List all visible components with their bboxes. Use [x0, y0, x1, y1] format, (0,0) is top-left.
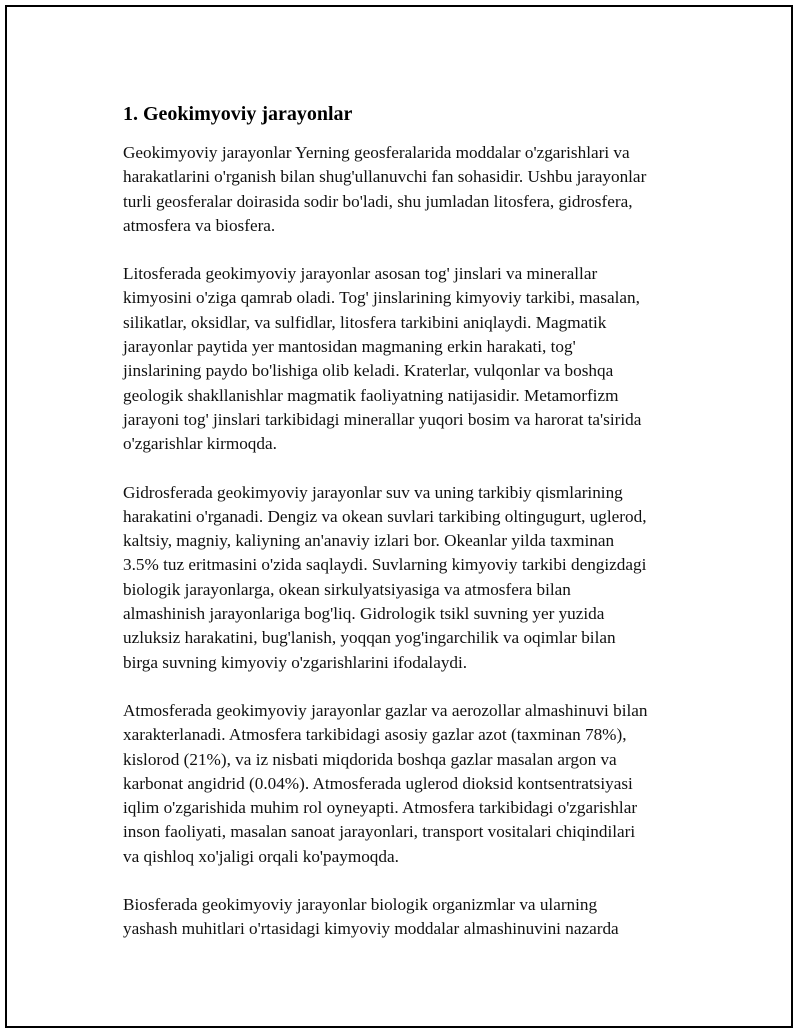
text-line: geologik shakllanishlar magmatik faoliyatning natijasidir. Metamorfizm: [123, 385, 619, 405]
text-line: Biosferada geokimyoviy jarayonlar biologik organizmlar va ularning: [123, 895, 598, 915]
text-line: jarayoni tog' jinslari tarkibidagi minerallar yuqori bosim va harorat ta'sirida: [123, 409, 642, 429]
page-frame: [5, 5, 793, 1028]
text-line: birga suvning kimyoviy o'zgarishlarini ifodalaydi.: [123, 652, 468, 672]
text-line: Litosferada geokimyoviy jarayonlar asosan tog' jinslari va minerallar: [123, 264, 598, 284]
paragraph-intro: [123, 141, 698, 238]
text-line: Geokimyoviy jarayonlar Yerning geosferalarida moddalar o'zgarishlari va: [123, 143, 630, 162]
text-line: jinslarining paydo bo'lishiga olib keladi. Kraterlar, vulqonlar va boshqa: [123, 361, 614, 381]
text-line: Atmosferada geokimyoviy jarayonlar gazlar va aerozollar almashinuvi bilan: [123, 700, 648, 720]
text-line: jarayonlar paytida yer mantosidan magmaning erkin harakati, tog': [123, 337, 576, 357]
text-line: va qishloq xo'jaligi orqali ko'paymoqda.: [123, 846, 399, 866]
text-line: almashinish jarayonlariga bog'liq. Gidrologik tsikl suvning yer yuzida: [123, 604, 605, 624]
text-line: biologik jarayonlarga, okean sirkulyatsiyasiga va atmosfera bilan: [123, 579, 571, 599]
text-line: Gidrosferada geokimyoviy jarayonlar suv va uning tarkibiy qismlarining: [123, 482, 623, 502]
text-line: yashash muhitlari o'rtasidagi kimyoviy moddalar almashinuvini nazarda: [123, 919, 619, 939]
text-line: iqlim o'zgarishida muhim rol oyneyapti. Atmosfera tarkibidagi o'zgarishlar: [123, 798, 638, 818]
section-heading: 1. Geokimyoviy jarayonlar: [123, 103, 353, 125]
text-line: silikatlar, oksidlar, va sulfidlar, litosfera tarkibini aniqlaydi. Magmatik: [123, 312, 607, 332]
document-content: [123, 101, 698, 966]
paragraph-atmosphere: [123, 699, 698, 869]
text-line: kaltsiy, magniy, kaliyning an'anaviy izlari bor. Okeanlar yilda taxminan: [123, 531, 615, 551]
text-line: atmosfera va biosfera.: [123, 215, 276, 235]
text-line: inson faoliyati, masalan sanoat jarayonlari, transport vositalari chiqindilari: [123, 822, 636, 842]
text-line: harakatlarini o'rganish bilan shug'ullanuvchi fan sohasidir. Ushbu jarayonlar: [123, 167, 647, 187]
paragraph-biosphere: [123, 893, 698, 942]
text-line: kimyosini o'ziga qamrab oladi. Tog' jinslarining kimyoviy tarkibi, masalan,: [123, 288, 640, 308]
text-line: xarakterlanadi. Atmosfera tarkibidagi asosiy gazlar azot (taxminan 78%),: [123, 725, 627, 745]
text-line: turli geosferalar doirasida sodir bo'ladi, shu jumladan litosfera, gidrosfera,: [123, 191, 633, 211]
text-line: 3.5% tuz eritmasini o'zida saqlaydi. Suvlarning kimyoviy tarkibi dengizdagi: [123, 555, 647, 575]
text-line: o'zgarishlar kirmoqda.: [123, 434, 277, 454]
text-line: uzluksiz harakatini, bug'lanish, yoqqan yog'ingarchilik va oqimlar bilan: [123, 628, 616, 648]
text-line: kislorod (21%), va iz nisbati miqdorida boshqa gazlar masalan argon va: [123, 749, 617, 769]
paragraph-lithosphere: [123, 262, 698, 456]
text-line: harakatini o'rganadi. Dengiz va okean suvlari tarkibing oltingugurt, uglerod,: [123, 506, 647, 526]
paragraph-hydrosphere: [123, 481, 698, 675]
text-line: karbonat angidrid (0.04%). Atmosferada uglerod dioksid kontsentratsiyasi: [123, 773, 633, 793]
